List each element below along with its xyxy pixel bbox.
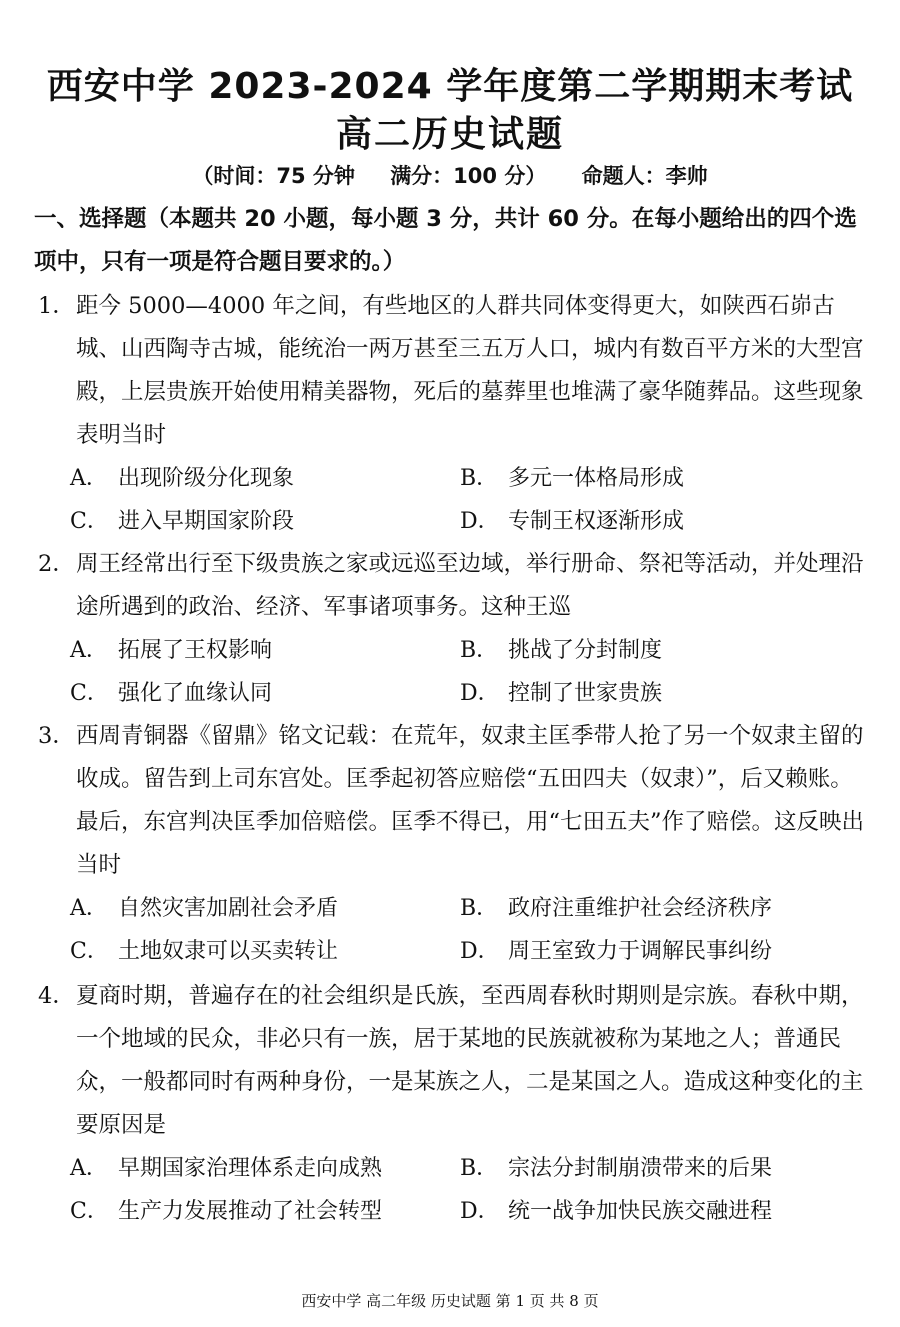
option-group: [38, 457, 868, 543]
option-label: A．: [70, 466, 108, 491]
option-label: A．: [70, 638, 108, 663]
question-2: [38, 543, 868, 715]
question-text: 西周青铜器《留鼎》铭文记载：在荒年，奴隶主匡季带人抢了另一个奴隶主留的收成。留告到上司东宫处。匡季起初答应赔偿“五田四夫（奴隶）”，后又赖账。最后，东宫判决匡季加倍赔偿。匡季不得已，用“七田五夫”作了赔偿。这反映出当时: [76, 723, 865, 878]
option-a: [70, 629, 272, 672]
option-d: [460, 930, 772, 973]
question-number: 4．: [38, 983, 75, 1009]
question-stem: [38, 975, 868, 1147]
option-c: [70, 930, 338, 973]
option-label: B．: [460, 638, 499, 663]
option-text: 控制了世家贵族: [508, 681, 663, 706]
option-d: [460, 672, 662, 715]
option-text: 挑战了分封制度: [508, 638, 663, 663]
option-text: 多元一体格局形成: [508, 466, 685, 491]
question-1: [38, 285, 868, 543]
option-label: C．: [70, 939, 109, 964]
option-text: 自然灾害加剧社会矛盾: [118, 896, 339, 921]
option-label: D．: [460, 681, 500, 706]
option-label: B．: [460, 466, 499, 491]
exam-author: 命题人：李帅: [581, 164, 708, 188]
page-footer: 西安中学 高二年级 历史试题 第 1 页 共 8 页: [301, 1292, 599, 1310]
question-3: [38, 715, 868, 973]
exam-score: 满分：100 分）: [390, 164, 547, 188]
question-text: 周王经常出行至下级贵族之家或远巡至边域，举行册命、祭祀等活动，并处理沿途所遇到的政治、经济、军事诸项事务。这种王巡: [76, 551, 864, 620]
option-b: [460, 457, 684, 500]
option-label: C．: [70, 681, 109, 706]
option-group: [38, 887, 868, 973]
option-text: 专制王权逐渐形成: [508, 509, 685, 534]
option-a: [70, 887, 338, 930]
option-b: [460, 887, 772, 930]
question-number: 2．: [38, 551, 75, 577]
option-group: [38, 1147, 868, 1233]
exam-subtitle: 高二历史试题: [335, 114, 564, 155]
option-label: D．: [460, 939, 500, 964]
option-text: 统一战争加快民族交融进程: [508, 1199, 773, 1224]
option-label: A．: [70, 1156, 108, 1181]
question-text: 距今 5000—4000 年之间，有些地区的人群共同体变得更大，如陕西石峁古城、山西陶寺古城，能统治一两万甚至三五万人口，城内有数百平方米的大型宫殿，上层贵族开始使用精美器物，死后的墓葬里也堆满了豪华随葬品。这些现象表明当时: [76, 293, 864, 448]
option-label: D．: [460, 509, 500, 534]
option-label: C．: [70, 1199, 109, 1224]
question-stem: [38, 543, 868, 629]
option-a: [70, 457, 294, 500]
option-text: 生产力发展推动了社会转型: [118, 1199, 383, 1224]
option-text: 土地奴隶可以买卖转让: [118, 939, 339, 964]
exam-title: 西安中学 2023-2024 学年度第二学期期末考试: [46, 66, 854, 107]
option-c: [70, 672, 272, 715]
option-text: 出现阶级分化现象: [118, 466, 295, 491]
question-number: 3．: [38, 723, 75, 749]
option-text: 进入早期国家阶段: [118, 509, 295, 534]
option-text: 政府注重维护社会经济秩序: [508, 896, 773, 921]
option-label: B．: [460, 896, 499, 921]
option-text: 周王室致力于调解民事纠纷: [508, 939, 773, 964]
section-heading: 一、选择题（本题共 20 小题，每小题 3 分，共计 60 分。在每小题给出的四个选项中，只有一项是符合题目要求的。）: [34, 206, 857, 275]
option-d: [460, 1190, 772, 1233]
option-text: 强化了血缘认同: [118, 681, 273, 706]
option-label: B．: [460, 1156, 499, 1181]
question-number: 1．: [38, 293, 75, 319]
exam-meta: [0, 160, 900, 190]
exam-time: （时间：75 分钟: [192, 164, 355, 188]
option-text: 拓展了王权影响: [118, 638, 273, 663]
option-c: [70, 1190, 382, 1233]
option-text: 早期国家治理体系走向成熟: [118, 1156, 383, 1181]
option-label: C．: [70, 509, 109, 534]
option-b: [460, 1147, 772, 1190]
option-b: [460, 629, 662, 672]
question-4: [38, 975, 868, 1233]
option-label: D．: [460, 1199, 500, 1224]
option-a: [70, 1147, 382, 1190]
option-c: [70, 500, 294, 543]
question-text: 夏商时期，普遍存在的社会组织是氏族，至西周春秋时期则是宗族。春秋中期，一个地域的民众，非必只有一族，居于某地的民族就被称为某地之人；普通民众，一般都同时有两种身份，一是某族之人，二是某国之人。造成这种变化的主要原因是: [76, 983, 864, 1138]
option-label: A．: [70, 896, 108, 921]
question-stem: [38, 715, 868, 887]
question-stem: [38, 285, 868, 457]
option-d: [460, 500, 684, 543]
option-group: [38, 629, 868, 715]
option-text: 宗法分封制崩溃带来的后果: [508, 1156, 773, 1181]
